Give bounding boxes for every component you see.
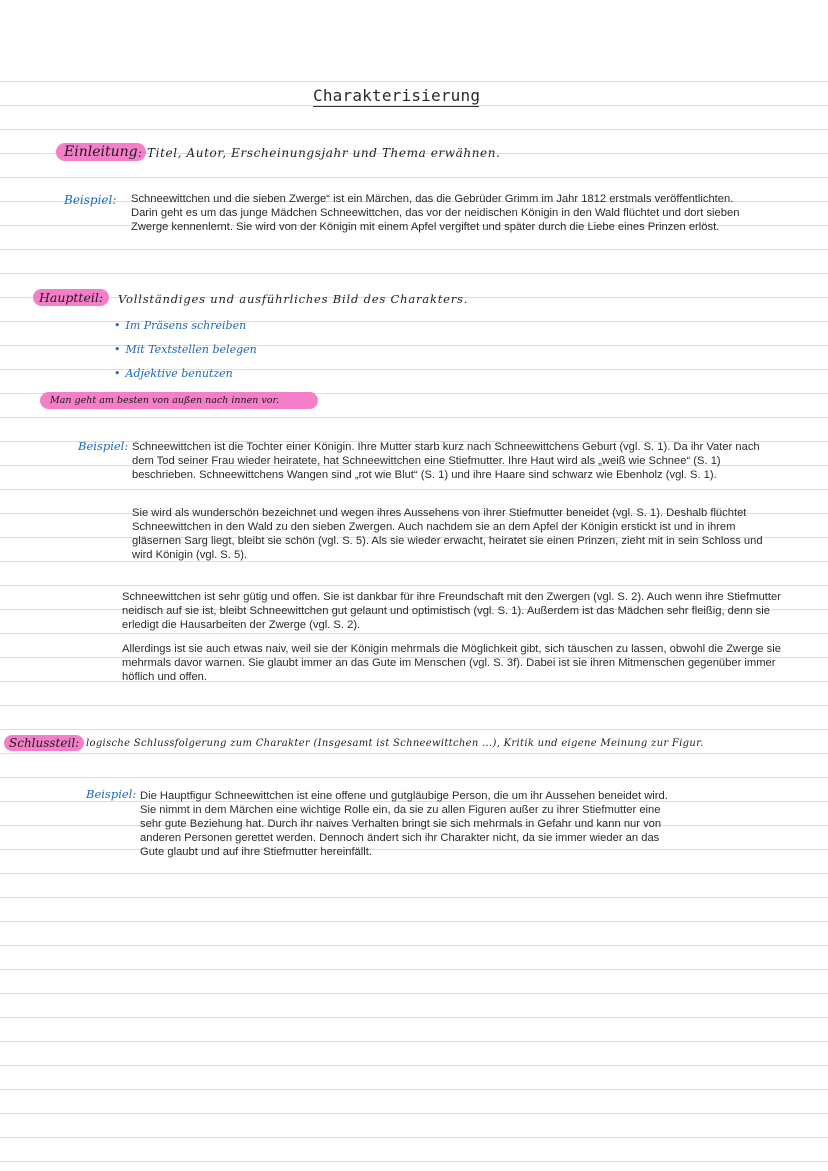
hauptteil-paragraph-1: Schneewittchen ist die Tochter einer Königin. Ihre Mutter starb kurz nach Schneewittchens Geburt (vgl. S. 1). Da ihr Vater nach dem Tod seiner Frau wieder heiratete, hat Schneewittchen eine Stiefmutter. Ihre Haut wird als „weiß wie Schnee“ (S. 1) beschrieben. Schneewittchens Wangen sind „rot wie Blut“ (S. 1) und ihre Haare sind schwarz wie Ebenholz (vgl. S. 1).	[132, 441, 760, 481]
einleitung-beispiel-text: Schneewittchen und die sieben Zwerge“ ist ein Märchen, das die Gebrüder Grimm im Jahr 1812 erstmals veröffentlichten. Darin geht es um das junge Mädchen Schneewittchen, das vor der neidischen Königin in den Wald flüchtet und dort sieben Zwerge kennenlernt. Sie wird von der Königin mit einem Apfel vergiftet und später durch die Liebe eines Prinzen erlöst.	[131, 193, 740, 233]
page-top-margin	[0, 0, 828, 80]
hauptteil-paragraph-2: Sie wird als wunderschön bezeichnet und wegen ihres Aussehens von ihrer Stiefmutter beneidet (vgl. S. 1). Deshalb flüchtet Schneewittchen in den Wald zu den sieben Zwergen. Auch nachdem sie an dem Apfel der Königin erstickt ist und in ihrem gläsernen Sarg liegt, bleibt sie schön (vgl. S. 5). Als sie wieder erwacht, heiratet sie einen Prinzen, zieht mit in sein Schloss und wird Königin (vgl. S. 5).	[132, 507, 763, 561]
list-item: • Adjektive benutzen	[114, 364, 257, 388]
hauptteil-label: Hauptteil:	[33, 289, 109, 306]
einleitung-beispiel-label: Beispiel:	[64, 193, 117, 207]
schlussteil-beispiel-label: Beispiel:	[86, 787, 137, 801]
page-title: Charakterisierung	[313, 86, 481, 105]
schlussteil-description: logische Schlussfolgerung zum Charakter (Insgesamt ist Schneewittchen ...), Kritik und eigene Meinung zur Figur.	[86, 738, 704, 749]
schlussteil-beispiel-text: Die Hauptfigur Schneewittchen ist eine offene und gutgläubige Person, die um ihr Aussehen beneidet wird. Sie nimmt in dem Märchen eine wichtige Rolle ein, da sie zu allen Figuren außer zu ihrer Stiefmutter eine sehr gute Beziehung hat. Durch ihr naives Verhalten bringt sie sich mehrmals in Gefahr und kann nur von anderen Personen gerettet werden. Dennoch ändert sich ihr Charakter nicht, da sie immer wieder an das Gute glaubt und auf ihre Stiefmutter hereinfällt.	[140, 790, 668, 858]
hauptteil-paragraph-4: Allerdings ist sie auch etwas naiv, weil sie der Königin mehrmals die Möglichkeit gibt, sich täuschen zu lassen, obwohl die Zwerge sie mehrmals davor warnen. Sie glaubt immer an das Gute im Menschen (vgl. S. 3f). Dabei ist sie ihren Mitmenschen gegenüber immer höflich und offen.	[122, 643, 781, 683]
list-item: • Mit Textstellen belegen	[114, 340, 257, 364]
hauptteil-beispiel-label: Beispiel:	[78, 439, 129, 453]
hauptteil-bullet-list	[114, 316, 257, 388]
hauptteil-paragraph-3: Schneewittchen ist sehr gütig und offen. Sie ist dankbar für ihre Freundschaft mit den Zwergen (vgl. S. 2). Auch wenn ihre Stiefmutter neidisch auf sie ist, bleibt Schneewittchen gut gelaunt und optimistisch (vgl. S. 1). Außerdem ist das Mädchen sehr fleißig, denn sie erledigt die Hausarbeiten der Zwerge (vgl. S. 2).	[122, 591, 781, 631]
einleitung-description: : Titel, Autor, Erscheinungsjahr und Thema erwähnen.	[138, 146, 501, 160]
schlussteil-label: Schlussteil:	[4, 735, 84, 751]
einleitung-label: Einleitung	[56, 143, 146, 161]
hauptteil-description: Vollständiges und ausführliches Bild des Charakters.	[118, 292, 469, 306]
list-item: • Im Präsens schreiben	[114, 316, 257, 340]
hauptteil-highlight-note: Man geht am besten von außen nach innen vor.	[40, 392, 318, 409]
